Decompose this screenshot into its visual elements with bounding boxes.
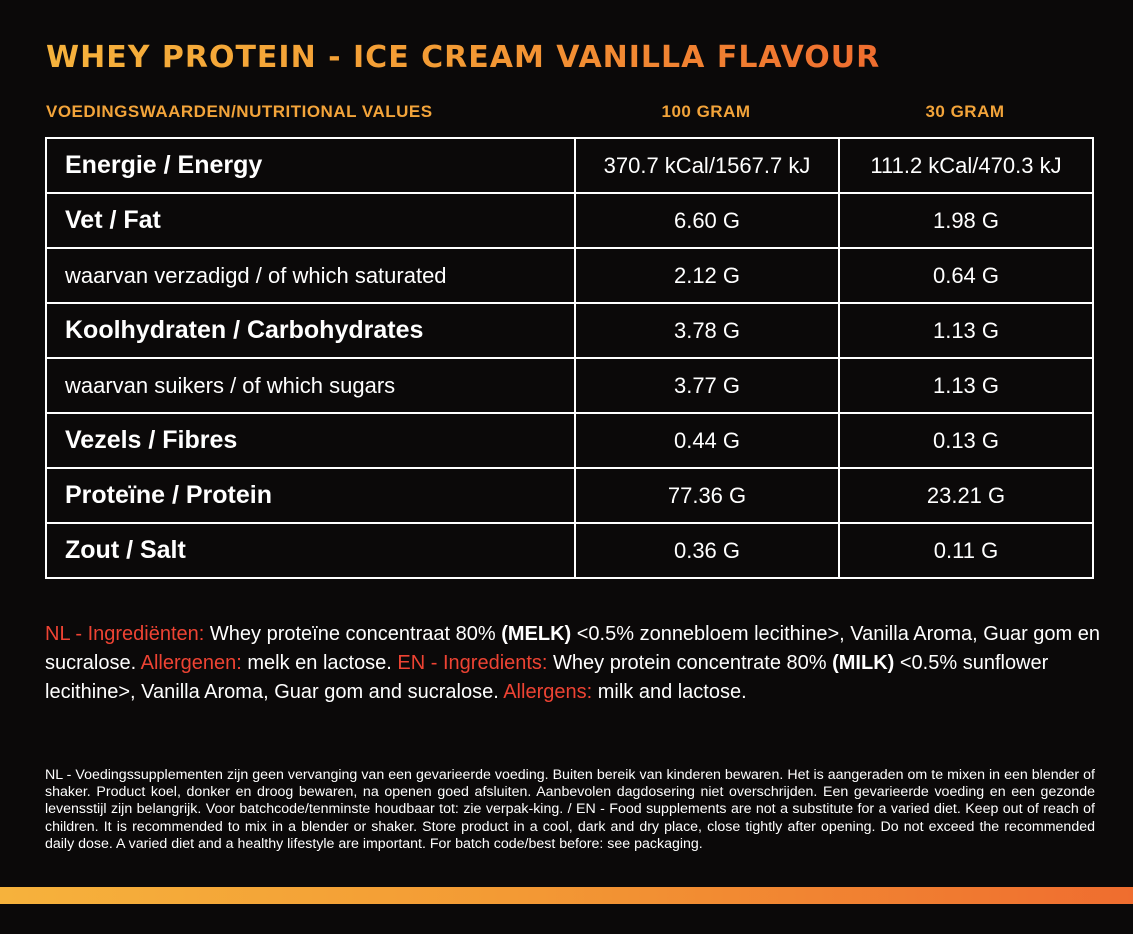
nl-ingredients-heading: NL - Ingrediënten: — [45, 623, 205, 645]
row-label: waarvan suikers / of which sugars — [46, 358, 575, 413]
value-30g: 1.13 G — [839, 303, 1093, 358]
value-30g: 1.98 G — [839, 193, 1093, 248]
value-100g: 3.78 G — [575, 303, 839, 358]
bottom-accent-bar — [0, 887, 1133, 904]
en-ingredients-heading: EN - Ingredients: — [397, 652, 548, 674]
column-header-100-gram: 100 GRAM — [661, 102, 751, 121]
table-row-fat — [46, 193, 1093, 248]
en-milk-allergen: (MILK) — [832, 652, 895, 674]
nl-ingredients-part-1: Whey proteïne concentraat 80% — [204, 623, 502, 645]
row-label: waarvan verzadigd / of which saturated — [46, 248, 575, 303]
value-30g: 23.21 G — [839, 468, 1093, 523]
row-label: Vet / Fat — [46, 193, 575, 248]
table-row-sugars — [46, 358, 1093, 413]
row-label: Koolhydraten / Carbohydrates — [46, 303, 575, 358]
column-header-30-gram: 30 GRAM — [925, 102, 1005, 121]
value-30g: 0.13 G — [839, 413, 1093, 468]
table-row-energy — [46, 138, 1093, 193]
row-label: Proteïne / Protein — [46, 468, 575, 523]
table-row-fibres — [46, 413, 1093, 468]
value-30g: 1.13 G — [839, 358, 1093, 413]
table-row-carbohydrates — [46, 303, 1093, 358]
nl-milk-allergen: (MELK) — [501, 623, 572, 645]
value-100g: 77.36 G — [575, 468, 839, 523]
nl-ingredients-part-2: <0.5% zonnebloem lecithine>, Vanilla Aroma, Guar gom en sucralose. — [45, 623, 1101, 674]
value-100g: 2.12 G — [575, 248, 839, 303]
row-label: Vezels / Fibres — [46, 413, 575, 468]
value-100g: 370.7 kCal/1567.7 kJ — [575, 138, 839, 193]
value-30g: 0.64 G — [839, 248, 1093, 303]
product-title: WHEY PROTEIN - ICE CREAM VANILLA FLAVOUR — [46, 38, 880, 78]
value-100g: 0.36 G — [575, 523, 839, 578]
en-allergens-heading: Allergens: — [503, 681, 593, 703]
value-100g: 3.77 G — [575, 358, 839, 413]
disclaimer-text: NL - Voedingssupplementen zijn geen vervanging van een gevarieerde voeding. Buiten bereik van kinderen bewaren. Het is aangeraden om te mixen in een blender of shaker. Product koel, donker en droog bewaren, na openen goed afsluiten. Aanbevolen dagdosering niet overschrijden. Een gevarieerde voeding en een gezonde levensstijl zijn belangrijk. Voor batchcode/tenminste houdbaar tot: zie verpak-king. / EN - Food supplements are not a substitute for a varied diet. Keep out of reach of children. It is recommended to mix in a blender or shaker. Store product in a cool, dark and dry place, close tightly after opening. Do not exceed the recommended daily dose. A varied diet and a healthy lifestyle are important. For batch code/best before: see packaging. — [45, 767, 1095, 852]
value-100g: 0.44 G — [575, 413, 839, 468]
value-30g: 0.11 G — [839, 523, 1093, 578]
row-label: Zout / Salt — [46, 523, 575, 578]
nl-allergens-heading: Allergenen: — [140, 652, 242, 674]
table-row-salt — [46, 523, 1093, 578]
row-label: Energie / Energy — [46, 138, 575, 193]
nl-allergens-text: melk en lactose. — [241, 652, 398, 674]
en-ingredients-part-2: <0.5% sunflower lecithine>, Vanilla Aroma, Guar gom and sucralose. — [45, 652, 1049, 703]
table-row-saturated — [46, 248, 1093, 303]
nutrition-table — [45, 137, 1094, 579]
value-30g: 111.2 kCal/470.3 kJ — [839, 138, 1093, 193]
value-100g: 6.60 G — [575, 193, 839, 248]
ingredients-text — [45, 620, 1105, 707]
table-row-protein — [46, 468, 1093, 523]
en-allergens-text: milk and lactose. — [592, 681, 747, 703]
column-header-nutritional-values: VOEDINGSWAARDEN/NUTRITIONAL VALUES — [46, 102, 433, 121]
en-ingredients-part-1: Whey protein concentrate 80% — [547, 652, 833, 674]
